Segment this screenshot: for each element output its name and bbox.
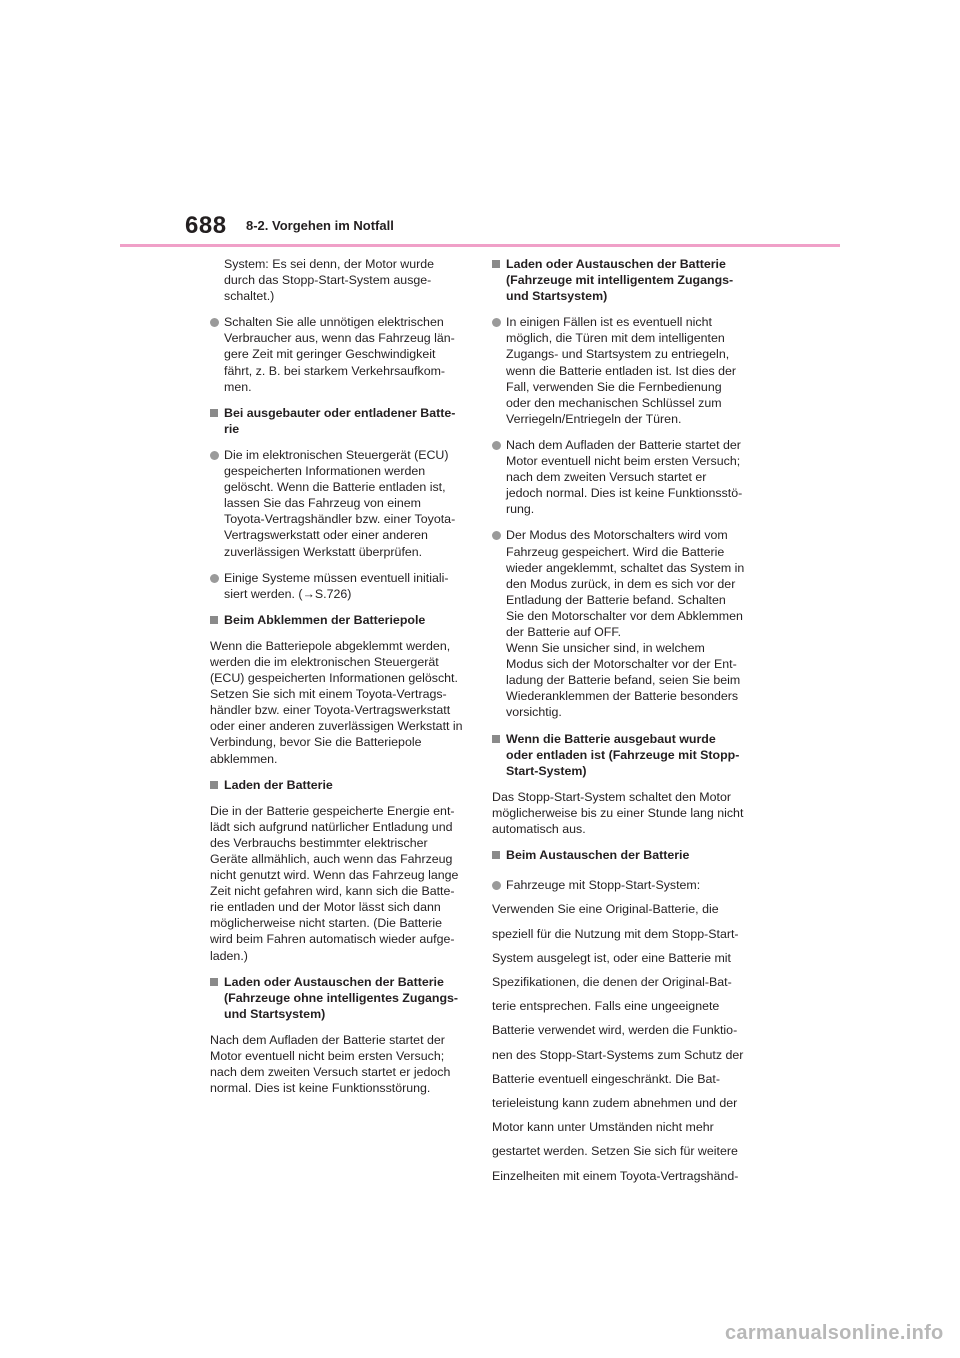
watermark: carmanualsonline.info (725, 1322, 944, 1344)
square-bullet-icon (210, 616, 218, 624)
section-title: 8-2. Vorgehen im Notfall (246, 218, 394, 233)
heading-text: Wenn die Batterie ausgebaut wurde oder entladen ist (Fahrzeuge mit Stopp-Start-System) (506, 731, 740, 778)
heading-text: Bei ausgebauter oder entladener Batterie (224, 405, 456, 436)
heading-text: Laden oder Austauschen der Batterie (Fahrzeuge ohne intelligentes Zugangs- und Startsystem) (224, 974, 459, 1021)
heading-text: Beim Abklemmen der Batteriepole (224, 612, 426, 627)
square-bullet-icon (210, 409, 218, 417)
bullet-switch-off-consumers (210, 314, 463, 394)
square-bullet-icon (210, 978, 218, 986)
header-rule (120, 244, 840, 247)
paragraph-disconnect: Wenn die Batteriepole abgeklemmt werden, werden die im elektronischen Steuergerät (ECU) gespeicherten Informationen gelöscht. Setzen Sie sich mit einem Toyota-Vertragshändler bzw. einer Toyota-Vertragswerkstatt oder einer anderen zuverlässigen Werkstatt in Verbindung, bevor Sie die Batteriepole abklemmen. (210, 638, 463, 766)
heading-with-smart-entry (492, 256, 745, 304)
heading-charging (210, 777, 463, 793)
heading-removed-battery (210, 405, 463, 437)
bullet-unlock-doors (492, 314, 745, 427)
bullet-initialize-systems (210, 570, 463, 602)
bullet-circle-icon (210, 574, 219, 583)
bullet-restart-engine (492, 437, 745, 517)
square-bullet-icon (492, 851, 500, 859)
heading-disconnect (210, 612, 463, 628)
bullet-ecu-cleared (210, 447, 463, 560)
bullet-stop-start-vehicles (492, 873, 745, 897)
bullet-text: Fahrzeuge mit Stopp-Start-System: (506, 878, 701, 893)
heading-text: Laden oder Austauschen der Batterie (Fahrzeuge mit intelligentem Zugangs- und Startsystem) (506, 257, 734, 304)
continued-paragraph: System: Es sei denn, der Motor wurde durch das Stopp-Start-System ausgeschaltet.) (224, 257, 435, 304)
bullet-circle-icon (492, 318, 501, 327)
heading-replace-battery (492, 847, 745, 863)
heading-stop-start (492, 731, 745, 779)
bullet-circle-icon (210, 451, 219, 460)
paragraph-without-smart-entry: Nach dem Aufladen der Batterie startet der Motor eventuell nicht beim ersten Versuch; nach dem zweiten Versuch startet er jedoch normal. Dies ist keine Funktionsstörung. (210, 1032, 451, 1096)
bullet-text: Nach dem Aufladen der Batterie startet der Motor eventuell nicht beim ersten Versuch; nach dem zweiten Versuch startet er jedoch normal. Dies ist keine Funktionsstörung. (506, 437, 743, 517)
page-reference-link[interactable]: S.726) (314, 586, 352, 601)
bullet-engine-switch-mode (492, 527, 745, 720)
arrow-right-icon: → (302, 586, 315, 601)
bullet-text-continued: Wenn Sie unsicher sind, in welchem Modus sich der Motorschalter vor der Entladung der Batterie befand, seien Sie beim Wiederanklemmen der Batterie besonders vorsichtig. (506, 641, 741, 720)
page-number: 688 (185, 212, 227, 239)
square-bullet-icon (492, 735, 500, 743)
bullet-text: In einigen Fällen ist es eventuell nicht möglich, die Türen mit dem intelligenten Zugangs- und Startsystem zu entriegeln, wenn die Batterie entladen ist. Ist dies der Fall, verwenden Sie die Fernbedienung oder den mechanischen Schlüssel zum Verriegeln/Entriegeln der Türen. (506, 315, 737, 426)
bullet-circle-icon (492, 441, 501, 450)
bullet-text: Der Modus des Motorschalters wird vom Fahrzeug gespeichert. Wird die Batterie wieder angeklemmt, schaltet das System in den Modus zurück, in dem es sich vor der Entladung der Batterie befand. Schalten Sie den Motorschalter vor dem Abklemmen der Batterie auf OFF. (506, 528, 745, 639)
heading-text: Beim Austauschen der Batterie (506, 848, 690, 863)
heading-text: Laden der Batterie (224, 777, 333, 792)
heading-without-smart-entry (210, 974, 463, 1022)
square-bullet-icon (492, 260, 500, 268)
bullet-circle-icon (210, 318, 219, 327)
bullet-text: Einige Systeme müssen eventuell initialisiert werden. ( (224, 570, 449, 601)
bullet-circle-icon (492, 531, 501, 540)
left-column (210, 256, 463, 1106)
paragraph-stop-start: Das Stopp-Start-System schaltet den Motor möglicherweise bis zu einer Stunde lang nicht automatisch aus. (492, 789, 744, 836)
bullet-circle-icon (492, 881, 501, 890)
right-column (492, 256, 745, 1198)
paragraph-original-battery: Verwenden Sie eine Original-Batterie, die speziell für die Nutzung mit dem Stopp-Start-System ausgelegt ist, oder eine Batterie mit Spezifikationen, die denen der Original-Batterie entsprechen. Falls eine ungeeignete Batterie verwendet wird, werden die Funktionen des Stopp-Start-Systems zum Schutz der Batterie eventuell eingeschränkt. Die Batterieleistung kann zudem abnehmen und der Motor kann unter Umständen nicht mehr gestartet werden. Setzen Sie sich für weitere Einzelheiten mit einem Toyota-Vertragshänd- (492, 902, 744, 1183)
square-bullet-icon (210, 781, 218, 789)
bullet-text: Die im elektronischen Steuergerät (ECU) gespeicherten Informationen werden gelöscht. Wenn die Batterie entladen ist, lassen Sie das Fahrzeug von einem Toyota-Vertragshändler bzw. einer Toyota-Vertragswerkstatt oder einer anderen zuverlässigen Werkstatt überprüfen. (224, 447, 456, 559)
paragraph-charging: Die in der Batterie gespeicherte Energie entlädt sich aufgrund natürlicher Entladung und des Verbrauchs bestimmter elektrischer Geräte allmählich, auch wenn das Fahrzeug nicht genutzt wird. Wenn das Fahrzeug lange Zeit nicht gefahren wird, kann sich die Batterie entladen und der Motor lässt sich dann möglicherweise nicht starten. (Die Batterie wird beim Fahren automatisch wieder aufgeladen.) (210, 803, 459, 963)
bullet-text: Schalten Sie alle unnötigen elektrischen Verbraucher aus, wenn das Fahrzeug längere Zeit mit geringer Geschwindigkeit fährt, z. B. bei starkem Verkehrsaufkommen. (224, 315, 455, 394)
